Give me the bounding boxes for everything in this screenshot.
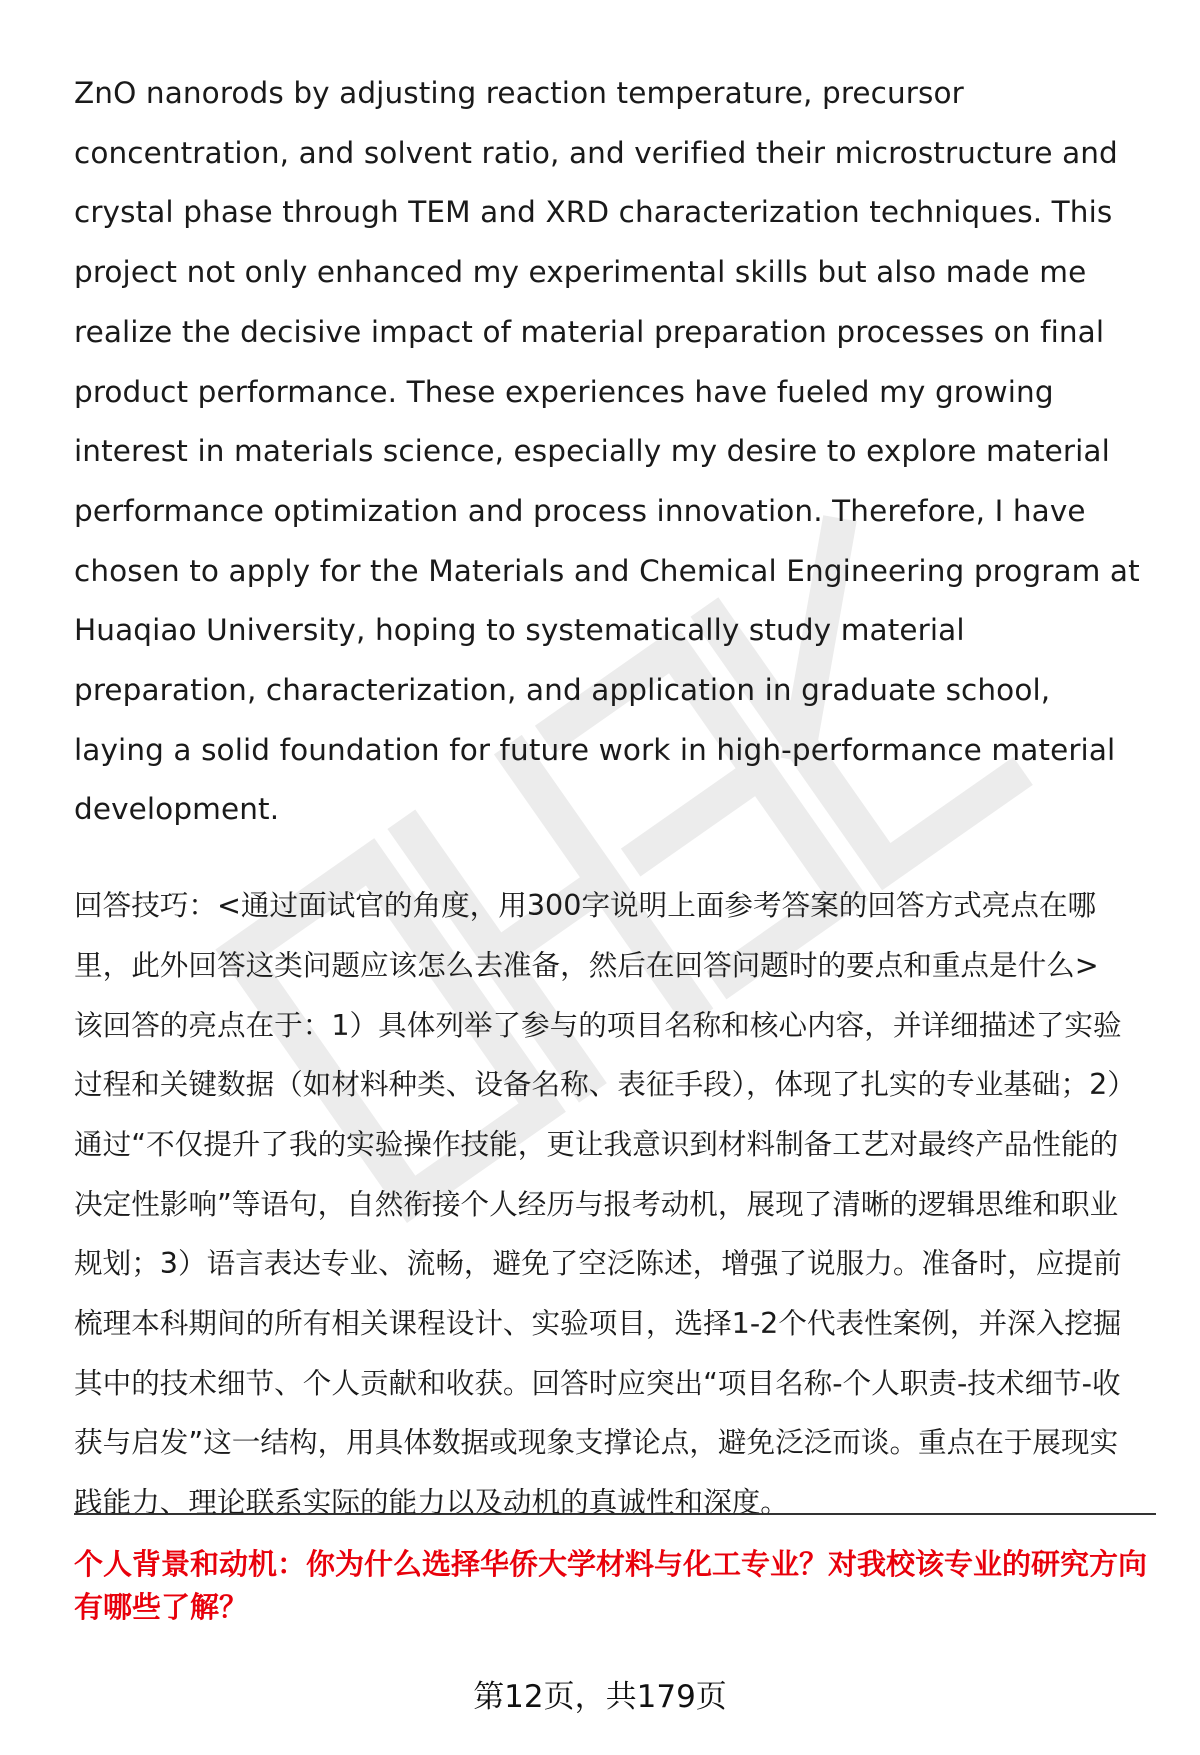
next-question-heading: 个人背景和动机：你为什么选择华侨大学材料与化工专业？对我校该专业的研究方向有哪些了解？ <box>74 1547 1148 1624</box>
section-divider <box>74 1513 1156 1515</box>
page-content <box>74 64 1144 1533</box>
answer-english-paragraph: ZnO nanorods by adjusting reaction temperature, precursor concentration, and solvent ratio, and verified their microstructure and crystal phase through TEM and XRD characterization techniques. This project not only enhanced my experimental skills but also made me realize the decisive impact of material preparation processes on final product performance. These experiences have fueled my growing interest in materials science, especially my desire to explore material performance optimization and process innovation. Therefore, I have chosen to apply for the Materials and Chemical Engineering program at Huaqiao University, hoping to systematically study material preparation, characterization, and application in graduate school, laying a solid foundation for future work in high-performance material development. <box>74 76 1140 827</box>
answer-tips-section <box>74 876 1144 1533</box>
page-number: 第12页，共179页 <box>473 1679 727 1715</box>
tips-prompt-line: 回答技巧：<通过面试官的角度，用300字说明上面参考答案的回答方式亮点在哪里，此外回答这类问题应该怎么去准备，然后在回答问题时的要点和重点是什么> <box>74 888 1099 982</box>
tips-body: 该回答的亮点在于：1）具体列举了参与的项目名称和核心内容，并详细描述了实验过程和关键数据（如材料种类、设备名称、表征手段），体现了扎实的专业基础；2）通过“不仅提升了我的实验操作技能，更让我意识到材料制备工艺对最终产品性能的决定性影响”等语句，自然衔接个人经历与报考动机，展现了清晰的逻辑思维和职业规划；3）语言表达专业、流畅，避免了空泛陈述，增强了说服力。准备时，应提前梳理本科期间的所有相关课程设计、实验项目，选择1-2个代表性案例，并深入挖掘其中的技术细节、个人贡献和收获。回答时应突出“项目名称-个人职责-技术细节-收获与启发”这一结构，用具体数据或现象支撑论点，避免泛泛而谈。重点在于展现实践能力、理论联系实际的能力以及动机的真诚性和深度。 <box>74 1007 1136 1520</box>
